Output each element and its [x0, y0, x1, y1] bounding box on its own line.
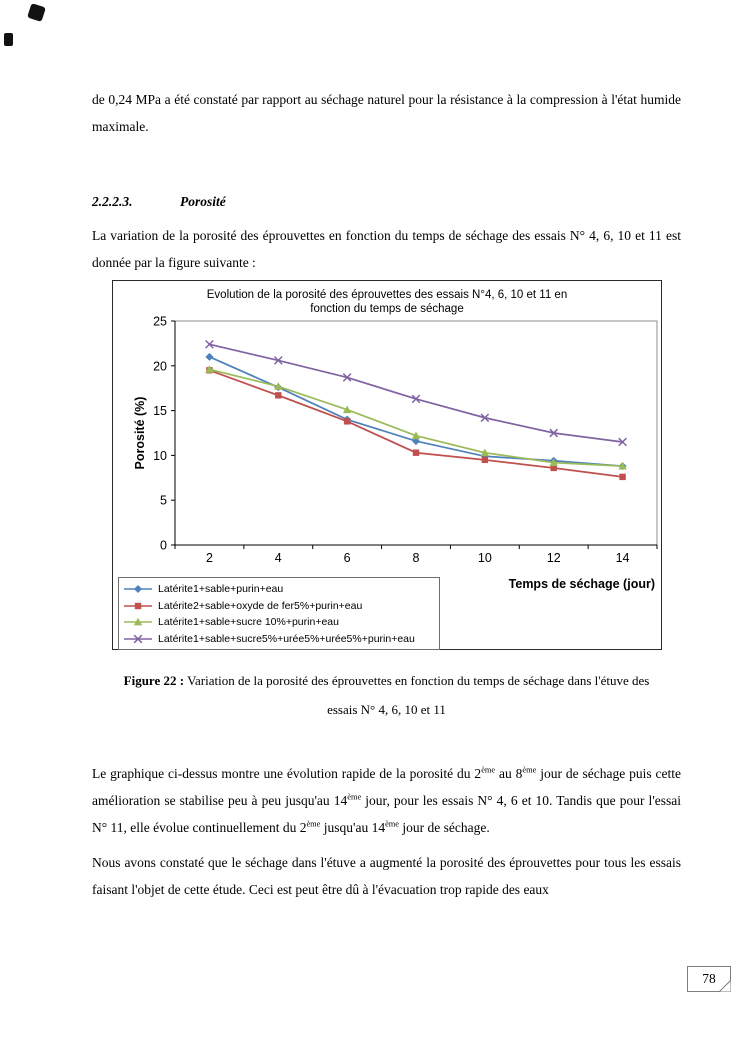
text-run: de 0,24 MPa a été constaté par rapport au séchage naturel pour la résistance à la compression à l'état humide maximale. [92, 92, 681, 134]
legend-marker-icon [123, 583, 153, 595]
paragraph-analysis [92, 760, 681, 841]
superscript: ème [522, 765, 537, 775]
y-tick-label: 5 [160, 493, 167, 508]
figure-caption-label: Figure 22 : [123, 673, 185, 688]
legend-label: Latérite1+sable+purin+eau [158, 583, 284, 596]
y-tick-label: 10 [153, 448, 167, 463]
x-tick-label: 12 [546, 551, 561, 565]
paragraph-conclusion [92, 849, 681, 903]
y-axis-title: Porosité (%) [133, 396, 147, 470]
text-run: jour, pour les essais N° 4, 6 et 10. Tandis que pour l'essai N° 11, elle évolue continuellement du 2 [92, 793, 681, 835]
page-corner-fold-icon [719, 980, 731, 992]
scan-artifact [27, 3, 46, 22]
figure-caption-line2: essais N° 4, 6, 10 et 11 [327, 702, 446, 717]
section-title: Porosité [180, 194, 226, 209]
text-run: jour de séchage puis cette amélioration se stabilise peu à peu jusqu'au 14 [92, 766, 681, 808]
legend-item-0 [123, 581, 433, 598]
superscript: ème [481, 765, 496, 775]
page-number-box [687, 966, 731, 992]
figure-chart [112, 280, 662, 650]
text-run: au 8 [495, 766, 523, 781]
legend-marker-icon [123, 633, 153, 645]
chart-title-line2: fonction du temps de séchage [310, 303, 464, 315]
page-number: 78 [702, 971, 716, 986]
legend-item-1 [123, 598, 433, 615]
text-run: jusqu'au 14 [320, 820, 386, 835]
section-heading [92, 188, 681, 215]
superscript: ème [385, 819, 400, 829]
chart-title-line1: Evolution de la porosité des éprouvettes des essais N°4, 6, 10 et 11 en [206, 289, 568, 301]
text-run: Le graphique ci-dessus montre une évolution rapide de la porosité du 2 [92, 766, 482, 781]
text-run: La variation de la porosité des éprouvettes en fonction du temps de séchage des essais N° 4, 6, 10 et 11 est donnée par la figure suivante : [92, 228, 681, 270]
x-tick-label: 10 [477, 551, 492, 565]
section-number: 2.2.2.3. [92, 194, 133, 209]
legend-label: Latérite1+sable+sucre5%+urée5%+urée5%+purin+eau [158, 632, 415, 645]
text-run: jour de séchage. [399, 820, 490, 835]
x-tick-label: 2 [205, 551, 213, 565]
x-tick-label: 14 [615, 551, 630, 565]
chart-legend [118, 577, 440, 650]
paragraph-intro [92, 86, 681, 140]
figure-caption-line1: Variation de la porosité des éprouvettes en fonction du temps de séchage dans l'étuve des [184, 673, 650, 688]
legend-marker-icon [123, 616, 153, 628]
x-axis-title: Temps de séchage (jour) [508, 577, 655, 591]
text-run: Nous avons constaté que le séchage dans l'étuve a augmenté la porosité des éprouvettes pour tous les essais faisant l'objet de cette étude. Ceci est peut être dû à l'évacuation trop rapide des eaux [92, 855, 681, 897]
x-tick-label: 6 [343, 551, 351, 565]
scan-artifact [4, 33, 13, 46]
paragraph-figure-lead [92, 222, 681, 276]
legend-marker-icon [123, 600, 153, 612]
y-tick-label: 20 [153, 359, 167, 374]
superscript: ème [306, 819, 321, 829]
x-tick-label: 4 [274, 551, 282, 565]
legend-item-2 [123, 614, 433, 631]
y-tick-label: 25 [153, 314, 167, 329]
legend-item-3 [123, 631, 433, 648]
superscript: ème [347, 792, 362, 802]
legend-label: Latérite1+sable+sucre 10%+purin+eau [158, 616, 339, 629]
x-tick-label: 8 [412, 551, 420, 565]
y-tick-label: 15 [153, 404, 167, 419]
figure-caption [92, 666, 681, 724]
y-tick-label: 0 [160, 538, 167, 553]
legend-label: Latérite2+sable+oxyde de fer5%+purin+eau [158, 599, 363, 612]
